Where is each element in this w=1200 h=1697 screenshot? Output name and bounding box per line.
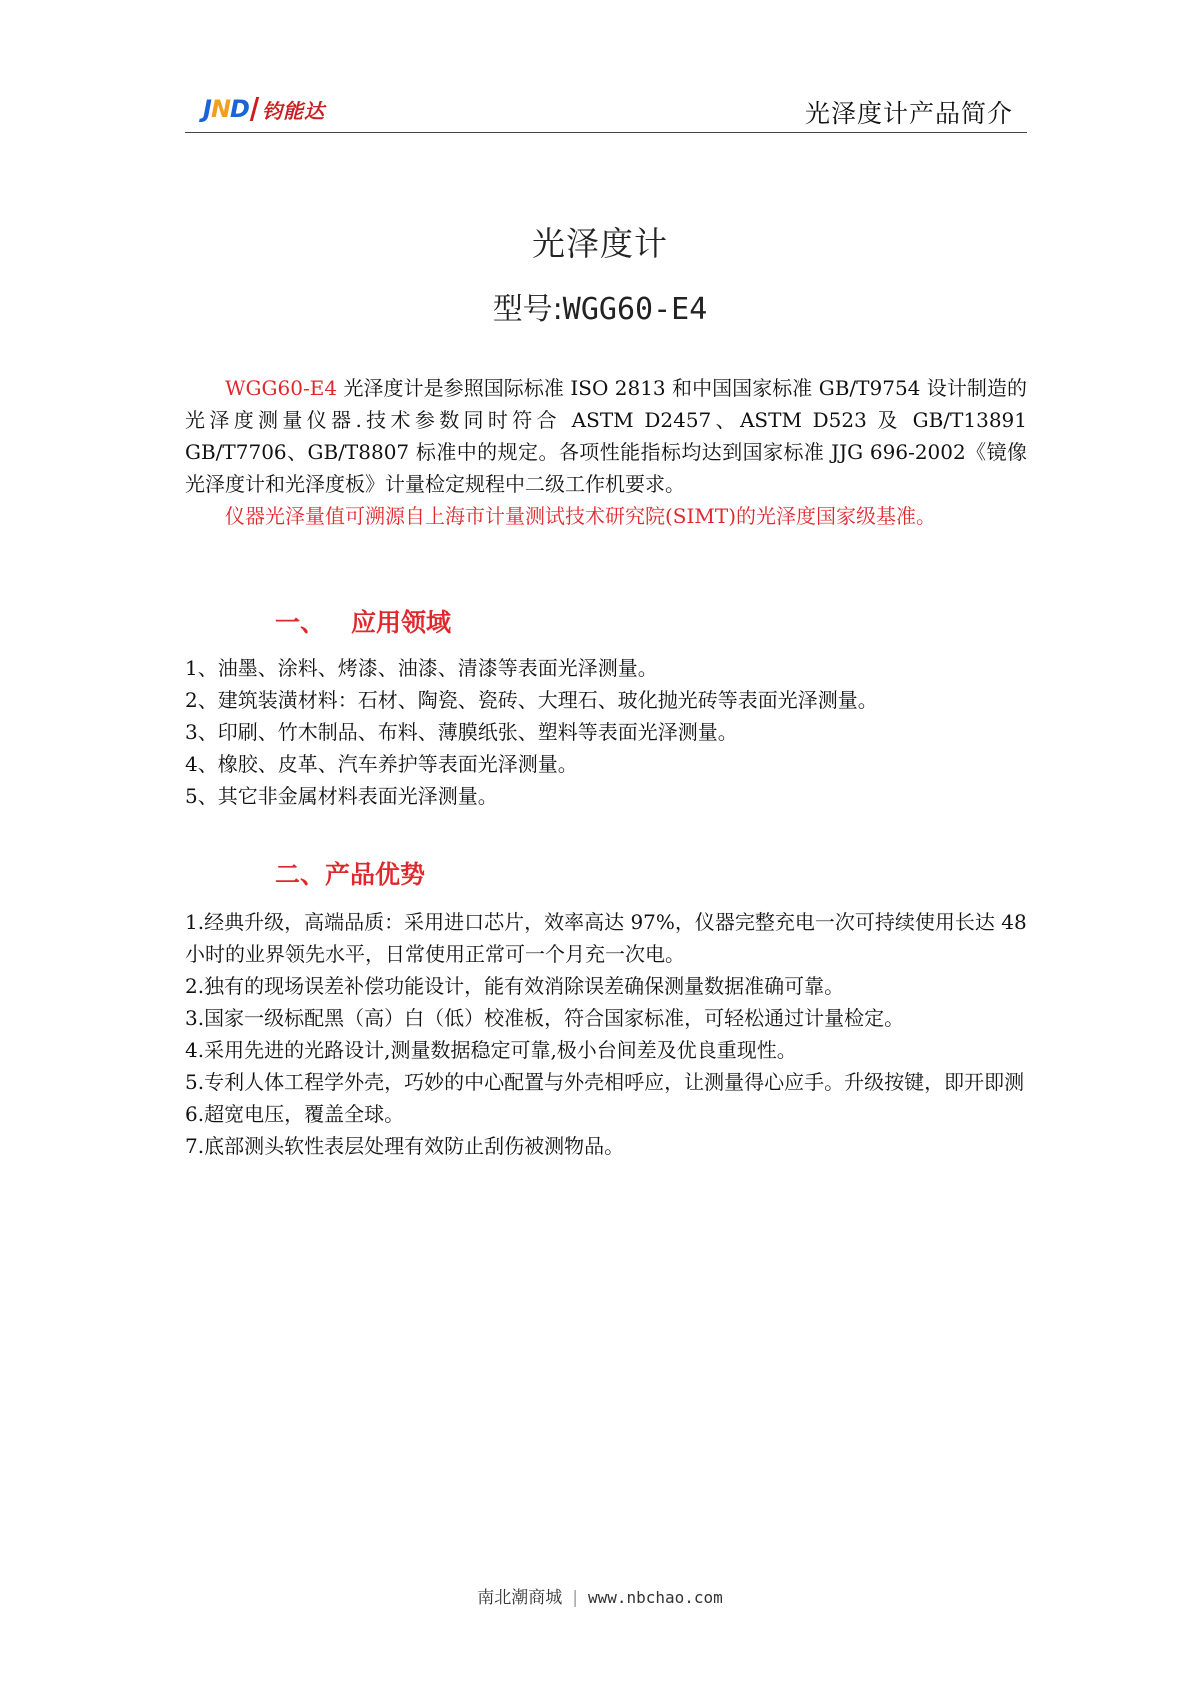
section-1-heading — [275, 603, 451, 639]
list-item: 4.采用先进的光路设计,测量数据稳定可靠,极小台间差及优良重现性。 — [185, 1038, 797, 1062]
document-model — [0, 284, 1200, 328]
section-2-heading: 二、产品优势 — [275, 860, 426, 889]
section-1-number: 一、 — [275, 608, 326, 637]
intro-section — [185, 372, 1027, 532]
list-item: 6.超宽电压，覆盖全球。 — [185, 1102, 405, 1126]
list-item: 3.国家一级标配黑（高）白（低）校准板，符合国家标准，可轻松通过计量检定。 — [185, 1006, 905, 1030]
list-item: 1、油墨、涂料、烤漆、油漆、清漆等表面光泽测量。 — [185, 656, 658, 680]
logo-cn-text: 钧能达 — [261, 98, 325, 123]
list-item: 2、建筑装潢材料：石材、陶瓷、瓷砖、大理石、玻化抛光砖等表面光泽测量。 — [185, 688, 878, 712]
footer-url-link[interactable]: www.nbchao.com — [587, 1588, 723, 1607]
list-item: 7.底部测头软性表层处理有效防止刮伤被测物品。 — [185, 1134, 625, 1158]
list-item: 5、其它非金属材料表面光泽测量。 — [185, 784, 498, 808]
intro-paragraph-2: 仪器光泽量值可溯源自上海市计量测试技术研究院(SIMT)的光泽度国家级基准。 — [225, 504, 937, 528]
section-1-title: 应用领域 — [351, 608, 452, 637]
intro-paragraph-1 — [185, 372, 1027, 500]
list-item: 2.独有的现场误差补偿功能设计，能有效消除误差确保测量数据准确可靠。 — [185, 974, 845, 998]
document-title: 光泽度计 — [532, 224, 668, 263]
page-footer — [0, 1583, 1200, 1608]
list-item: 5.专利人体工程学外壳，巧妙的中心配置与外壳相呼应，让测量得心应手。升级按键，即开即测 — [185, 1070, 1025, 1094]
logo-jnd-text: JND — [203, 95, 249, 123]
brand-logo — [203, 94, 325, 124]
model-value: WGG60-E4 — [562, 292, 708, 327]
list-item: 4、橡胶、皮革、汽车养护等表面光泽测量。 — [185, 752, 578, 776]
list-item: 3、印刷、竹木制品、布料、薄膜纸张、塑料等表面光泽测量。 — [185, 720, 738, 744]
header-title: 光泽度计产品简介 — [804, 99, 1013, 128]
list-item: 1.经典升级，高端品质：采用进口芯片，效率高达 97%，仪器完整充电一次可持续使用长达 48 小时的业界领先水平，日常使用正常可一个月充一次电。 — [185, 910, 1027, 966]
model-label: 型号: — [492, 292, 563, 327]
application-list — [185, 652, 1027, 812]
intro-model-highlight: WGG60-E4 — [225, 376, 338, 400]
page-header — [185, 92, 1027, 133]
advantage-list — [185, 906, 1027, 1162]
logo-slash — [250, 97, 259, 121]
footer-site-name: 南北潮商城 — [477, 1588, 563, 1608]
intro-paragraph-1-text: 光泽度计是参照国际标准 ISO 2813 和中国国家标准 GB/T9754 设计制造的光泽度测量仪器.技术参数同时符合 ASTM D2457、ASTM D523 及 GB/T13891 GB/T7706、GB/T8807 标准中的规定。各项性能指标均达到国家标准 JJG 696-2002《镜像光泽度计和光泽度板》计量检定规程中二级工作机要求。 — [185, 376, 1027, 496]
footer-separator: | — [572, 1588, 578, 1608]
